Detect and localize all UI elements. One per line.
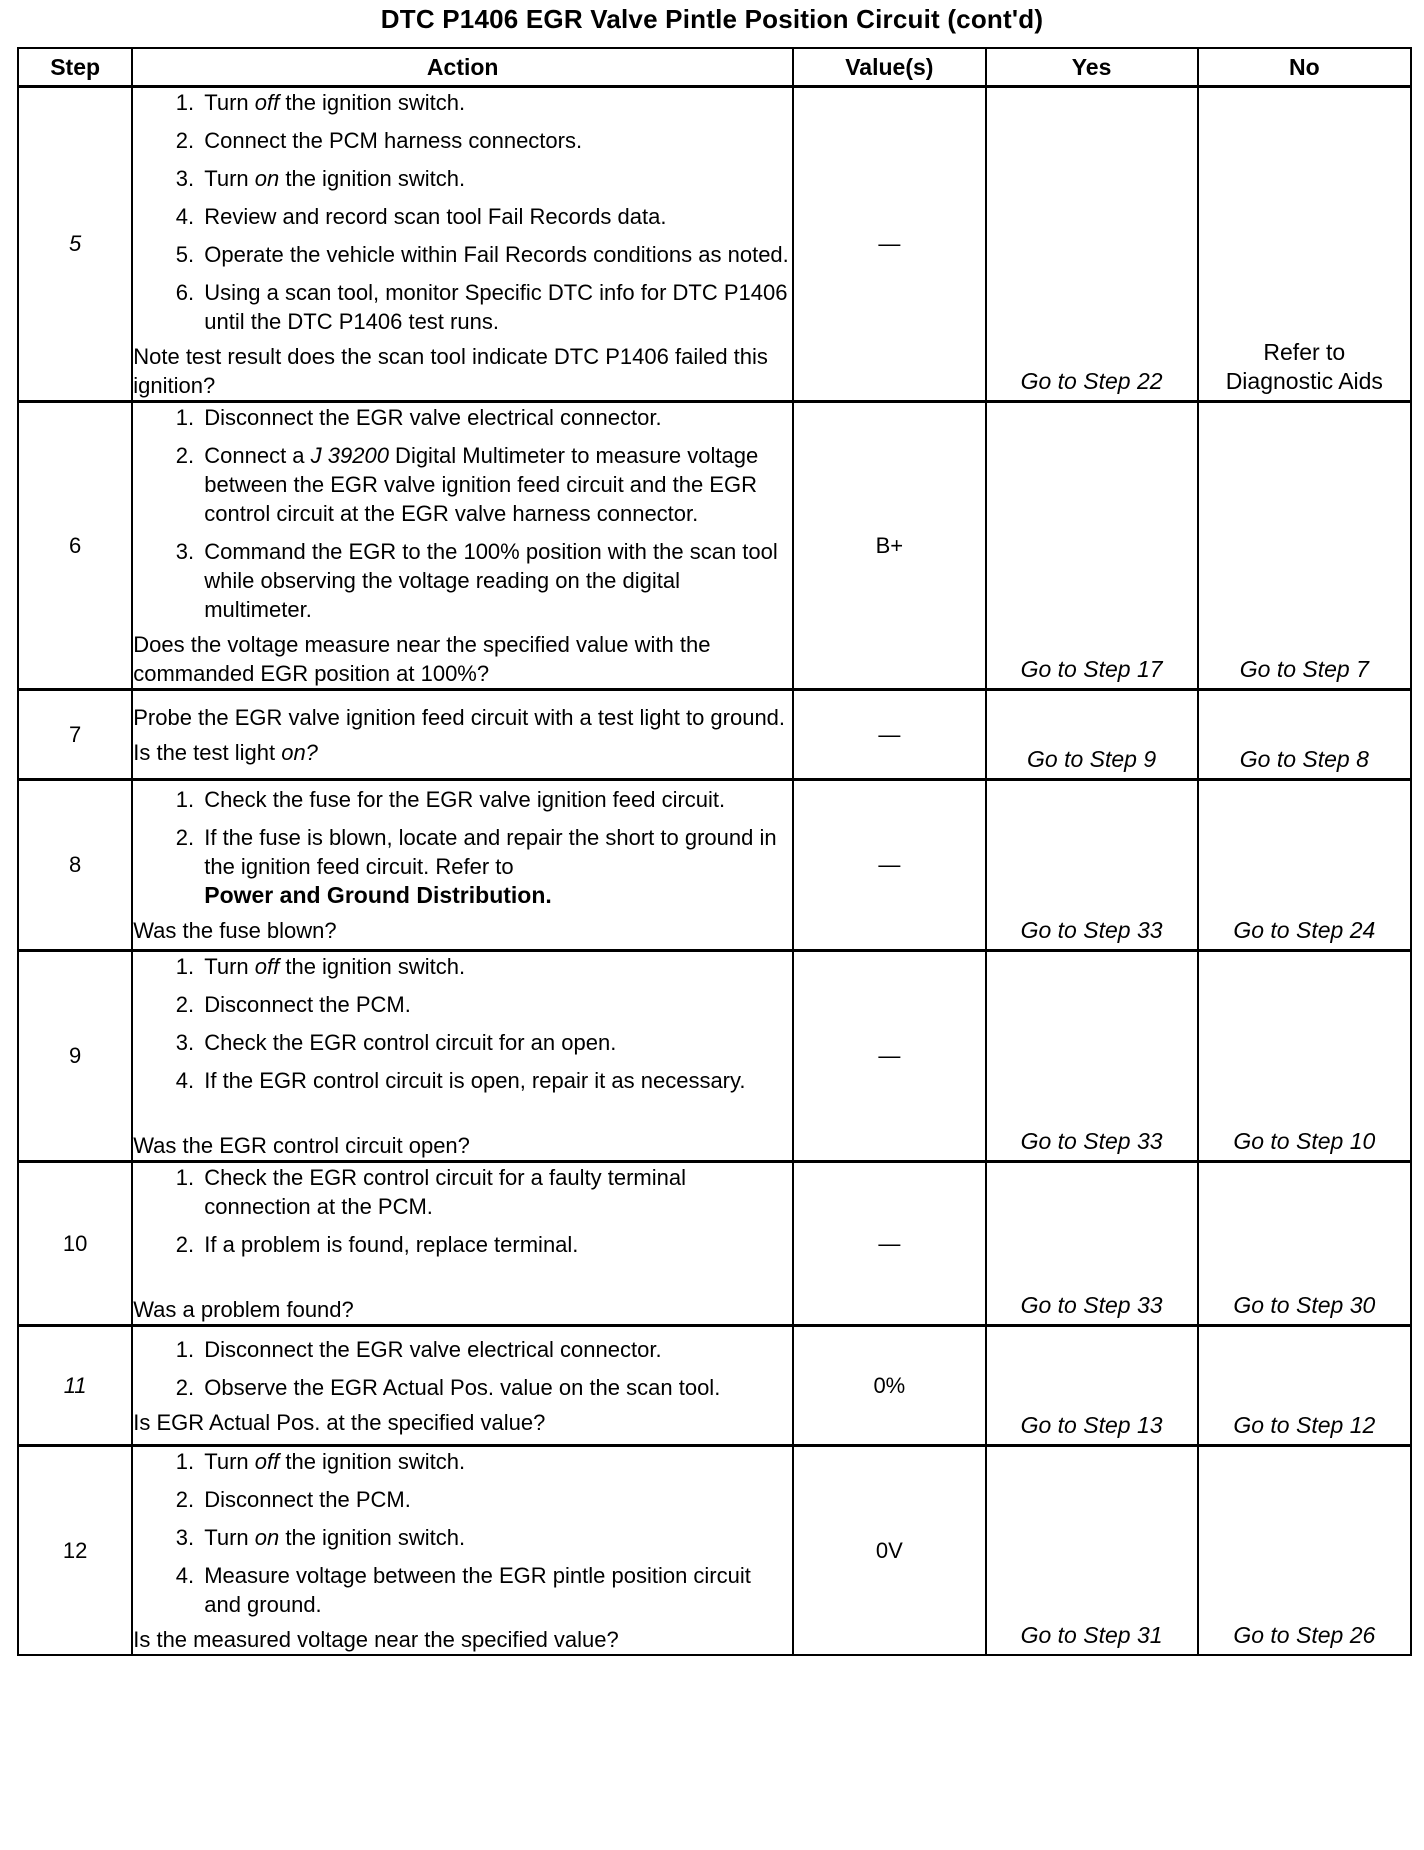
action-cell: [132, 1326, 793, 1446]
no-cell: Go to Step 26: [1198, 1446, 1411, 1656]
question-text: Was a problem found?: [133, 1297, 354, 1322]
list-item: 1. Check the fuse for the EGR valve ignition feed circuit.: [200, 785, 792, 814]
yes-cell: Go to Step 13: [986, 1326, 1198, 1446]
question-text: Was the fuse blown?: [133, 918, 337, 943]
step-number: 10: [18, 1162, 132, 1326]
header-yes: Yes: [986, 48, 1198, 87]
step-number: 8: [18, 780, 132, 951]
yes-cell: Go to Step 33: [986, 951, 1198, 1162]
no-cell: Go to Step 10: [1198, 951, 1411, 1162]
yes-cell: Go to Step 9: [986, 690, 1198, 780]
value-cell: —: [793, 690, 985, 780]
table-row: [18, 690, 1411, 780]
action-cell: [132, 780, 793, 951]
header-no: No: [1198, 48, 1411, 87]
step-number: 6: [18, 402, 132, 690]
list-item: 1. Turn off the ignition switch.: [200, 952, 792, 981]
table-header-row: [18, 48, 1411, 87]
value-cell: B+: [793, 402, 985, 690]
header-step: Step: [18, 48, 132, 87]
list-item: 3. Turn on the ignition switch.: [200, 1523, 792, 1552]
no-cell: Go to Step 8: [1198, 690, 1411, 780]
value-cell: —: [793, 1162, 985, 1326]
list-item: 3. Turn on the ignition switch.: [200, 164, 792, 193]
list-item: 2. Disconnect the PCM.: [200, 990, 792, 1019]
list-item: 2. If the fuse is blown, locate and repair the short to ground in the ignition feed circuit. Refer to Power and Ground Distribution.: [200, 823, 792, 910]
list-item: 1. Disconnect the EGR valve electrical connector.: [200, 1335, 792, 1364]
yes-cell: Go to Step 33: [986, 1162, 1198, 1326]
action-cell: [132, 951, 793, 1162]
table-row: [18, 402, 1411, 690]
action-list: [133, 403, 792, 624]
action-cell: [132, 1162, 793, 1326]
value-cell: 0V: [793, 1446, 985, 1656]
no-cell: Go to Step 24: [1198, 780, 1411, 951]
yes-cell: Go to Step 31: [986, 1446, 1198, 1656]
step-number: 12: [18, 1446, 132, 1656]
action-cell: [132, 87, 793, 402]
page-title: DTC P1406 EGR Valve Pintle Position Circuit (cont'd): [380, 4, 1044, 34]
step-number: 5: [18, 87, 132, 402]
table-row: [18, 87, 1411, 402]
instruction-text: Probe the EGR valve ignition feed circuit with a test light to ground.: [133, 704, 786, 730]
list-item: 1. Check the EGR control circuit for a faulty terminal connection at the PCM.: [200, 1163, 792, 1221]
question-text: Is EGR Actual Pos. at the specified value?: [133, 1409, 546, 1435]
action-cell: [132, 690, 793, 780]
no-cell: Go to Step 30: [1198, 1162, 1411, 1326]
list-item: 4. If the EGR control circuit is open, repair it as necessary.: [200, 1066, 792, 1095]
list-item: 2. Observe the EGR Actual Pos. value on the scan tool.: [200, 1373, 792, 1402]
question-text: Does the voltage measure near the specified value with the commanded EGR position at 100%?: [133, 632, 711, 686]
step-number: 7: [18, 690, 132, 780]
action-list: [133, 1335, 792, 1402]
no-cell: Refer to Diagnostic Aids: [1198, 87, 1411, 402]
table-row: [18, 1326, 1411, 1446]
value-cell: —: [793, 780, 985, 951]
reference-link-text: Power and Ground Distribution.: [204, 882, 552, 908]
value-cell: —: [793, 87, 985, 402]
list-item: 5. Operate the vehicle within Fail Records conditions as noted.: [200, 240, 792, 269]
yes-cell: Go to Step 17: [986, 402, 1198, 690]
action-list: [133, 785, 792, 910]
list-item: 2. Disconnect the PCM.: [200, 1485, 792, 1514]
list-item: 2. Connect the PCM harness connectors.: [200, 126, 792, 155]
step-number: 11: [18, 1326, 132, 1446]
value-cell: —: [793, 951, 985, 1162]
table-row: [18, 951, 1411, 1162]
list-item: 6. Using a scan tool, monitor Specific DTC info for DTC P1406 until the DTC P1406 test runs.: [200, 278, 792, 336]
list-item: 4. Measure voltage between the EGR pintle position circuit and ground.: [200, 1561, 792, 1619]
list-item: 1. Turn off the ignition switch.: [200, 88, 792, 117]
no-cell: Go to Step 12: [1198, 1326, 1411, 1446]
table-row: [18, 780, 1411, 951]
table-row: [18, 1162, 1411, 1326]
yes-cell: Go to Step 22: [986, 87, 1198, 402]
question-text: Was the EGR control circuit open?: [133, 1133, 470, 1158]
list-item: 1. Disconnect the EGR valve electrical connector.: [200, 403, 792, 432]
question-text: Note test result does the scan tool indicate DTC P1406 failed this ignition?: [133, 344, 768, 398]
action-list: [133, 952, 792, 1095]
action-list: [133, 88, 792, 336]
list-item: 1. Turn off the ignition switch.: [200, 1447, 792, 1476]
list-item: 2. If a problem is found, replace terminal.: [200, 1230, 792, 1259]
header-values: Value(s): [793, 48, 985, 87]
list-item: 3. Command the EGR to the 100% position with the scan tool while observing the voltage reading on the digital multimeter.: [200, 537, 792, 624]
list-item: 2. Connect a J 39200 Digital Multimeter to measure voltage between the EGR valve ignition feed circuit and the EGR control circuit at the EGR valve harness connector.: [200, 441, 792, 528]
diagnostic-table: [17, 47, 1412, 1656]
action-cell: [132, 1446, 793, 1656]
question-text: Is the measured voltage near the specified value?: [133, 1627, 619, 1652]
no-cell: Go to Step 7: [1198, 402, 1411, 690]
action-cell: [132, 402, 793, 690]
question-text: Is the test light on?: [133, 739, 318, 765]
table-row: [18, 1446, 1411, 1656]
list-item: 4. Review and record scan tool Fail Records data.: [200, 202, 792, 231]
step-number: 9: [18, 951, 132, 1162]
action-list: [133, 1447, 792, 1619]
yes-cell: Go to Step 33: [986, 780, 1198, 951]
value-cell: 0%: [793, 1326, 985, 1446]
header-action: Action: [132, 48, 793, 87]
list-item: 3. Check the EGR control circuit for an open.: [200, 1028, 792, 1057]
action-list: [133, 1163, 792, 1259]
